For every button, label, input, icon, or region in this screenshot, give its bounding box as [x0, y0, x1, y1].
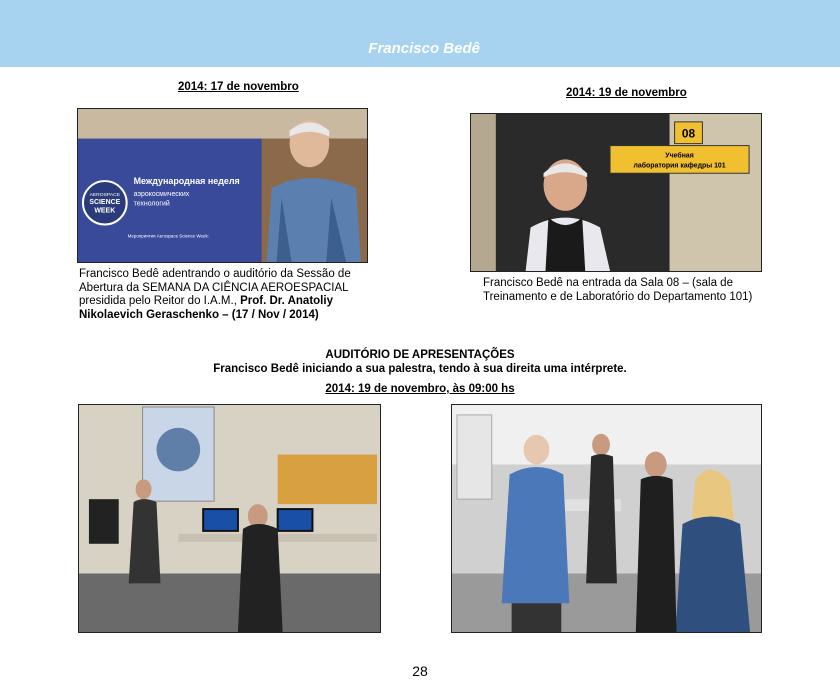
auditorium-heading: AUDITÓRIO DE APRESENTAÇÕES: [325, 349, 515, 361]
badge-text-1: AEROSPACE: [89, 192, 121, 198]
auditorium-subheading: Francisco Bedê iniciando a sua palestra, tendo à sua direita uma intérprete.: [213, 363, 627, 375]
badge-text-3: WEEK: [94, 207, 116, 215]
page-header: [0, 0, 840, 67]
photo-auditorium-room: [78, 404, 381, 633]
caption-opening-session: [79, 268, 366, 322]
caption-line-4: Nikolaevich Geraschenko – (17 / Nov / 2014): [79, 308, 319, 321]
banner-small: Мероприятия Aerospace Science Week:: [127, 233, 209, 239]
photo-room-08: [470, 113, 762, 272]
door-number: 08: [681, 126, 696, 141]
door-sign-line-2: лаборатория кафедры 101: [633, 162, 726, 170]
header-title: Francisco Bedê: [368, 40, 480, 57]
banner-sub2: технологий: [133, 200, 170, 208]
caption-room-line-2: Treinamento e de Laboratório do Departamento 101): [483, 290, 753, 303]
photo-lecture: [451, 404, 762, 633]
banner-sub1: аэрокосмических: [133, 190, 190, 198]
banner-title: Международная неделя: [133, 176, 240, 187]
badge-text-2: SCIENCE: [89, 198, 121, 206]
auditorium-date: 2014: 19 de novembro, às 09:00 hs: [325, 383, 515, 395]
date-17-nov: 2014: 17 de novembro: [178, 81, 299, 93]
door-sign-line-1: Учебная: [665, 152, 694, 160]
caption-line-2: Abertura da SEMANA DA CIÊNCIA AEROESPACIAL: [79, 281, 349, 294]
caption-line-1: Francisco Bedê adentrando o auditório da Sessão de: [79, 268, 351, 280]
photo-opening-session: [77, 108, 368, 263]
caption-line-3-text: presidida pelo Reitor do I.A.M.,: [79, 295, 241, 307]
caption-rector-name: Prof. Dr. Anatoliy: [240, 295, 333, 307]
date-19-nov: 2014: 19 de novembro: [566, 87, 687, 99]
caption-line-3: [79, 295, 366, 309]
caption-room-08: [483, 277, 773, 304]
page-number: 28: [412, 663, 428, 679]
caption-room-line-1: Francisco Bedê na entrada da Sala 08 – (sala de: [483, 277, 733, 289]
